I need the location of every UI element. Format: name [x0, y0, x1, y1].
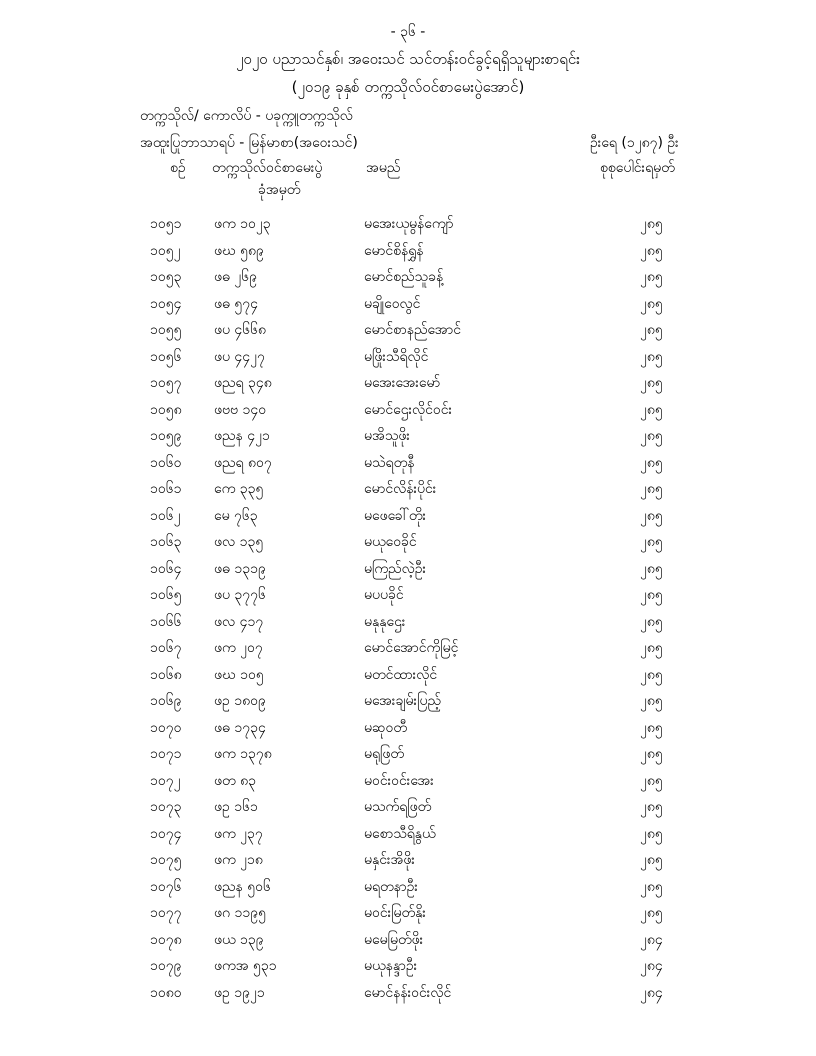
header-roll: တက္ကသိုလ်ဝင်စာမေးပွဲ: [212, 160, 323, 176]
student-name: မပပခိုင်: [364, 587, 404, 603]
total-mark: ၂၈၅: [640, 799, 663, 815]
student-name: မအေးအေးမော်: [364, 375, 441, 391]
total-mark: ၂၈၅: [640, 560, 663, 577]
serial-number: ၁၀၇၇: [150, 905, 182, 921]
student-name: မောင်စည်သူခန့်: [364, 269, 444, 285]
header-mark: စုစုပေါင်းရမှတ်: [600, 160, 675, 176]
table-row: [0, 952, 816, 979]
document-title: ၂၀၂၀ ပညာသင်နှစ်၊ အဝေးသင် သင်တန်းဝင်ခွင့်ရရှိသူများစာရင်း: [236, 50, 580, 68]
serial-number: ၁၀၇၃: [150, 799, 182, 815]
page-number: - ၃၆ -: [390, 24, 426, 40]
student-name: မအေးချမ်းပြည့်: [364, 693, 441, 709]
serial-number: ၁၀၆၆: [150, 613, 182, 630]
serial-number: ၁၀၆၅: [150, 587, 182, 603]
table-row: [0, 422, 816, 449]
roll-number: ကေ ၃၃၅: [214, 481, 264, 497]
table-row: [0, 740, 816, 767]
total-mark: ၂၈၅: [640, 295, 663, 312]
table-row: [0, 210, 816, 237]
student-name: မောင်စာနည်အောင်: [364, 322, 461, 338]
student-name: မယုနန္ဒာဦး: [364, 958, 418, 974]
student-name: မောင်အောင်ကိုမြင့်: [364, 640, 459, 656]
serial-number: ၁၀၇၆: [150, 878, 182, 895]
total-mark: ၂၈၅: [640, 772, 663, 789]
table-row: [0, 793, 816, 820]
roll-number: ဖတ ၈၃: [214, 772, 256, 789]
serial-number: ၁၀၅၈: [150, 401, 182, 418]
table-row: [0, 634, 816, 661]
roll-number: ဖညရ ၃၄၈: [214, 375, 272, 391]
table-row: [0, 555, 816, 582]
table-row: [0, 899, 816, 926]
roll-number: ဖယ ၁၃၉: [214, 931, 264, 948]
serial-number: ၁၀၆၉: [150, 693, 182, 709]
student-name: မောင်လိန်းပိုင်း: [364, 481, 437, 497]
table-row: [0, 502, 816, 529]
roll-number: ဖက ၁၀၂၃: [214, 216, 271, 232]
total-mark: ၂၈၅: [640, 613, 663, 630]
serial-number: ၁၀၈၀: [150, 984, 182, 1001]
roll-number: ဖဂ ၁၁၉၅: [214, 905, 266, 921]
total-mark: ၂၈၅: [640, 534, 663, 550]
student-name: မဝင်းမြတ်နိုး: [364, 905, 426, 921]
results-table: [0, 210, 816, 1005]
header-serial: စဉ်: [170, 160, 186, 176]
roll-number: ဖက ၂၁၈: [214, 852, 263, 868]
serial-number: ၁၀၇၄: [150, 825, 182, 842]
table-row: [0, 581, 816, 608]
table-row: [0, 661, 816, 688]
serial-number: ၁၀၇၉: [150, 958, 182, 974]
roll-number: ဖညရ ၈၀၇: [214, 454, 272, 471]
total-mark: ၂၈၅: [640, 878, 663, 895]
student-name: မချိုဝေလွင်: [364, 295, 421, 312]
serial-number: ၁၀၆၇: [150, 640, 182, 656]
serial-number: ၁၀၅၄: [150, 295, 182, 312]
roll-number: ဖဓ ၅၇၄: [214, 295, 258, 312]
roll-number: ဖလ ၄၁၇: [214, 613, 264, 630]
table-row: [0, 369, 816, 396]
table-row: [0, 846, 816, 873]
table-row: [0, 820, 816, 847]
table-row: [0, 608, 816, 635]
student-name: မဖေခေါ်တိုး: [364, 507, 427, 524]
table-row: [0, 873, 816, 900]
table-row: [0, 528, 816, 555]
student-name: မနှင်းအိဖိုး: [364, 852, 415, 868]
student-name: မောင်နန်းဝင်းလိုင်: [364, 984, 452, 1001]
total-mark: ၂၈၄: [640, 958, 663, 974]
table-row: [0, 237, 816, 264]
serial-number: ၁၀၇၁: [150, 746, 182, 762]
total-mark: ၂၈၅: [640, 481, 663, 497]
table-row: [0, 979, 816, 1006]
table-row: [0, 767, 816, 794]
total-mark: ၂၈၅: [640, 322, 663, 338]
roll-number: ဖညန ၅၀၆: [214, 878, 271, 895]
roll-number: ဖဓ ၁၇၃၄: [214, 719, 266, 736]
roll-number: ဖက ၂၀၇: [214, 640, 263, 656]
student-name: မအေးယုမွန်ကျော်: [364, 216, 454, 232]
student-name: မောင်စိန်ရွှန်: [364, 242, 424, 259]
student-name: မမေမြတ်ဖိုး: [364, 931, 424, 948]
header-roll-line2: ခုံအမှတ်: [258, 182, 301, 198]
serial-number: ၁၀၅၉: [150, 428, 182, 444]
roll-number: ဖဃ ၅၈၉: [214, 242, 264, 259]
serial-number: ၁၀၆၀: [150, 454, 182, 471]
student-name: မတင်ထားလိုင်: [364, 666, 438, 683]
total-mark: ၂၈၅: [640, 454, 663, 471]
student-name: မရတနာဦး: [364, 878, 418, 895]
serial-number: ၁၀၆၄: [150, 560, 182, 577]
total-mark: ၂၈၅: [640, 428, 663, 444]
roll-number: ဖကအ ၅၃၁: [214, 958, 277, 974]
roll-number: ဖက ၁၃၇၈: [214, 746, 272, 762]
student-name: မဝင်းဝင်းအေး: [364, 772, 434, 789]
serial-number: ၁၀၆၈: [150, 666, 182, 683]
roll-number: ဖဥ ၁၉၂၁: [214, 984, 265, 1001]
serial-number: ၁၀၅၃: [150, 269, 182, 285]
roll-number: ဖက ၂၃၇: [214, 825, 263, 842]
student-name: မသဲရတုနီ: [364, 454, 415, 471]
table-row: [0, 290, 816, 317]
serial-number: ၁၀၇၅: [150, 852, 182, 868]
student-name: မဆုဝတီ: [364, 719, 408, 736]
table-row: [0, 714, 816, 741]
serial-number: ၁၀၅၆: [150, 348, 182, 365]
serial-number: ၁၀၇၈: [150, 931, 182, 948]
table-row: [0, 687, 816, 714]
student-name: မကြည်လဲ့ဦး: [364, 560, 427, 577]
total-mark: ၂၈၅: [640, 401, 663, 418]
serial-number: ၁၀၅၇: [150, 375, 182, 391]
total-mark: ၂၈၅: [640, 905, 663, 921]
total-mark: ၂၈၅: [640, 216, 663, 232]
total-mark: ၂၈၅: [640, 719, 663, 736]
roll-number: ဖဥ ၁၈၀၉: [214, 693, 266, 709]
table-row: [0, 449, 816, 476]
student-name: မရုဖြတ်: [364, 746, 405, 762]
serial-number: ၁၀၆၃: [150, 534, 182, 550]
roll-number: ဖဥ ၁၆၁: [214, 799, 258, 815]
university-label: တက္ကသိုလ်/ ကောလိပ် - ပခုက္ကူတက္ကသိုလ်: [140, 108, 353, 124]
student-name: မယုဝေခိုင်: [364, 534, 417, 550]
roll-number: ဖဓ ၁၃၁၉: [214, 560, 266, 577]
roll-number: ဖပ ၄၆၆၈: [214, 322, 267, 338]
table-row: [0, 475, 816, 502]
student-name: မစောသီရိနွယ်: [364, 825, 436, 842]
student-name: မဖြိုးသီရိလိုင်: [364, 348, 429, 365]
table-row: [0, 396, 816, 423]
major-label: အထူးပြုဘာသာရပ် - မြန်မာစာ(အဝေးသင်): [140, 135, 358, 151]
roll-number: ဖညန ၄၂၁: [214, 428, 270, 444]
roll-number: ဖဗဗ ၁၄၀: [214, 401, 267, 418]
total-mark: ၂၈၅: [640, 375, 663, 391]
serial-number: ၁၀၇၂: [150, 772, 181, 789]
total-mark: ၂၈၅: [640, 746, 663, 762]
table-row: [0, 263, 816, 290]
serial-number: ၁၀၅၂: [150, 242, 181, 259]
student-name: မသက်ရဖြတ်: [364, 799, 432, 815]
total-mark: ၂၈၅: [640, 666, 663, 683]
student-name: မနုနုဌေး: [364, 613, 406, 630]
roll-number: ဖလ ၁၃၅: [214, 534, 264, 550]
serial-number: ၁၀၇၀: [150, 719, 182, 736]
student-name: မောင်ဌေးလိုင်ဝင်း: [364, 401, 453, 418]
total-mark: ၂၈၅: [640, 693, 663, 709]
serial-number: ၁၀၅၅: [150, 322, 182, 338]
total-mark: ၂၈၅: [640, 242, 663, 259]
serial-number: ၁၀၅၁: [150, 216, 182, 232]
roll-number: ဖဃ ၁၀၅: [214, 666, 264, 683]
document-subtitle: (၂၀၁၉ ခုနှစ် တက္ကသိုလ်ဝင်စာမေးပွဲအောင်): [291, 78, 525, 96]
total-mark: ၂၈၅: [640, 507, 663, 524]
total-mark: ၂၈၄: [640, 984, 663, 1001]
total-mark: ၂၈၅: [640, 825, 663, 842]
total-mark: ၂၈၅: [640, 348, 663, 365]
total-count: ဦးရေ (၁၂၈၇) ဦး: [590, 135, 679, 151]
total-mark: ၂၈၅: [640, 640, 663, 656]
table-row: [0, 316, 816, 343]
header-name: အမည်: [366, 160, 401, 176]
table-row: [0, 343, 816, 370]
roll-number: မေ ၇၆၃: [214, 507, 258, 524]
total-mark: ၂၈၅: [640, 852, 663, 868]
table-row: [0, 926, 816, 953]
serial-number: ၁၀၆၂: [150, 507, 181, 524]
total-mark: ၂၈၅: [640, 269, 663, 285]
serial-number: ၁၀၆၁: [150, 481, 182, 497]
student-name: မအိသူဖိုး: [364, 428, 410, 444]
total-mark: ၂၈၄: [640, 931, 663, 948]
roll-number: ဖပ ၃၇၇၆: [214, 587, 266, 603]
roll-number: ဖပ ၄၄၂၇: [214, 348, 265, 365]
roll-number: ဖဓ ၂၆၉: [214, 269, 257, 285]
total-mark: ၂၈၅: [640, 587, 663, 603]
